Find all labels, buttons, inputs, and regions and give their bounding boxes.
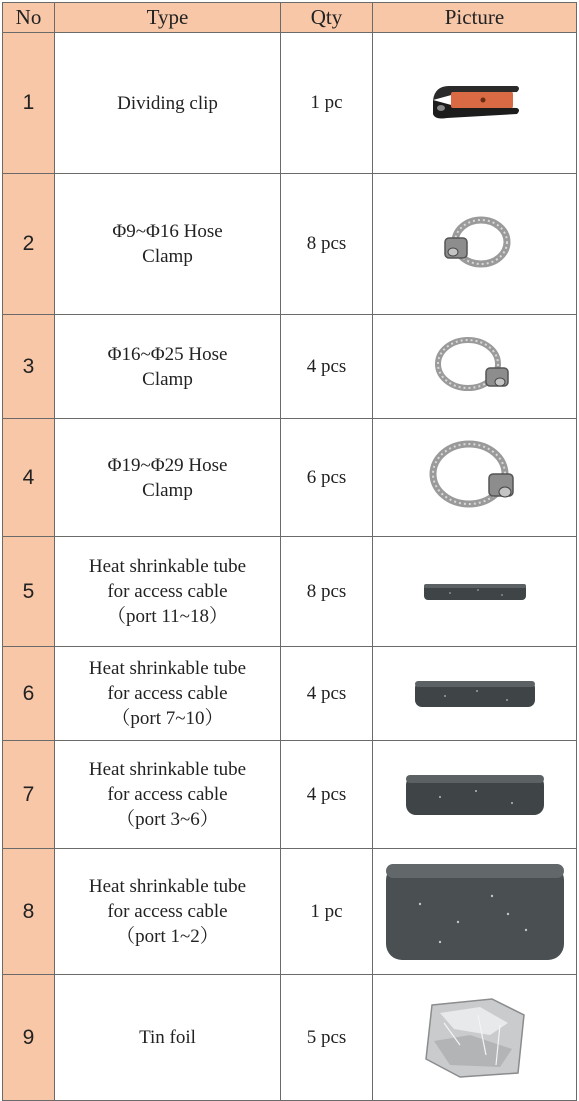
table-row — [3, 537, 577, 647]
row-type — [55, 975, 281, 1101]
type-line: （port 7~10） — [111, 708, 224, 729]
row-qty: 5 pcs — [281, 975, 373, 1101]
table-row — [3, 647, 577, 741]
table-row — [3, 849, 577, 975]
row-type — [55, 315, 281, 419]
tin-foil-icon — [420, 995, 530, 1081]
header-no: No — [3, 3, 55, 33]
row-type — [55, 849, 281, 975]
row-no: 5 — [3, 537, 55, 647]
row-type — [55, 537, 281, 647]
shrink-tube-icon — [380, 860, 570, 964]
shrink-tube-icon — [420, 579, 530, 605]
type-line: Clamp — [142, 246, 193, 267]
row-no: 8 — [3, 849, 55, 975]
type-line: for access cable — [107, 901, 228, 922]
type-line: Φ9~Φ16 Hose — [112, 221, 223, 242]
table-row — [3, 975, 577, 1101]
table-row — [3, 741, 577, 849]
row-qty: 8 pcs — [281, 537, 373, 647]
row-no: 3 — [3, 315, 55, 419]
row-type — [55, 419, 281, 537]
row-no: 9 — [3, 975, 55, 1101]
row-picture — [373, 315, 577, 419]
type-line: （port 1~2） — [116, 926, 219, 947]
row-picture — [373, 419, 577, 537]
table-row — [3, 33, 577, 174]
row-no: 2 — [3, 174, 55, 315]
row-qty: 6 pcs — [281, 419, 373, 537]
row-picture — [373, 647, 577, 741]
table-header-row — [3, 3, 577, 33]
type-line: Heat shrinkable tube — [88, 658, 247, 679]
hose-clamp-icon — [427, 438, 523, 518]
row-qty: 4 pcs — [281, 647, 373, 741]
row-picture — [373, 849, 577, 975]
type-line: Φ16~Φ25 Hose — [107, 343, 228, 365]
type-line: for access cable — [107, 581, 228, 602]
header-picture: Picture — [373, 3, 577, 33]
row-picture — [373, 537, 577, 647]
dividing-clip-icon — [425, 78, 525, 128]
row-picture — [373, 741, 577, 849]
shrink-tube-icon — [402, 771, 548, 819]
row-qty: 1 pc — [281, 33, 373, 174]
row-no: 1 — [3, 33, 55, 174]
row-no: 4 — [3, 419, 55, 537]
row-type — [55, 33, 281, 174]
table-row — [3, 174, 577, 315]
row-picture — [373, 174, 577, 315]
row-qty: 4 pcs — [281, 741, 373, 849]
row-picture — [373, 975, 577, 1101]
type-line: Φ19~Φ29 Hose — [107, 454, 228, 476]
row-type — [55, 647, 281, 741]
header-type: Type — [55, 3, 281, 33]
table-row — [3, 419, 577, 537]
row-picture — [373, 33, 577, 174]
row-no: 7 — [3, 741, 55, 849]
hose-clamp-icon — [432, 334, 518, 400]
type-line: Tin foil — [139, 1027, 196, 1048]
header-qty: Qty — [281, 3, 373, 33]
type-line: for access cable — [107, 784, 228, 805]
row-type — [55, 741, 281, 849]
row-type — [55, 174, 281, 315]
parts-table — [2, 2, 577, 1101]
type-line: Heat shrinkable tube — [88, 556, 247, 577]
type-line: Dividing clip — [117, 92, 218, 114]
type-line: Heat shrinkable tube — [88, 876, 247, 897]
row-qty: 8 pcs — [281, 174, 373, 315]
type-line: Clamp — [142, 368, 193, 390]
type-line: （port 11~18） — [107, 606, 228, 627]
type-line: for access cable — [107, 683, 228, 704]
shrink-tube-icon — [411, 676, 539, 712]
type-line: Heat shrinkable tube — [88, 759, 247, 780]
type-line: （port 3~6） — [116, 809, 219, 830]
table-row — [3, 315, 577, 419]
row-qty: 1 pc — [281, 849, 373, 975]
hose-clamp-icon — [435, 212, 515, 276]
row-qty: 4 pcs — [281, 315, 373, 419]
type-line: Clamp — [142, 479, 193, 501]
row-no: 6 — [3, 647, 55, 741]
